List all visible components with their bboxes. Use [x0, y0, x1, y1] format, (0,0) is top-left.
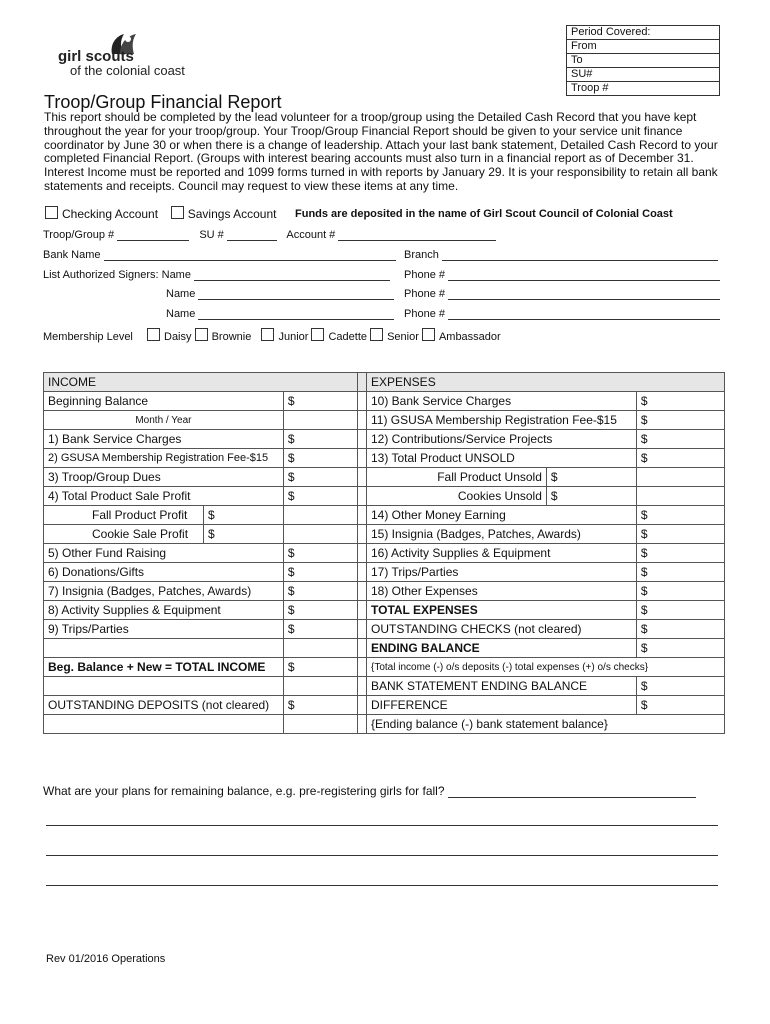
income-5-label: 5) Other Fund Raising [44, 544, 284, 563]
logo-text-line2: of the colonial coast [70, 63, 185, 78]
ending-balance-amount[interactable]: $ [636, 639, 724, 658]
expense-17-amount[interactable]: $ [636, 563, 724, 582]
expense-13-label: 13) Total Product UNSOLD [367, 449, 637, 468]
outstanding-checks-label: OUTSTANDING CHECKS (not cleared) [367, 620, 637, 639]
difference-label: DIFFERENCE [367, 696, 637, 715]
expense-16-amount[interactable]: $ [636, 544, 724, 563]
signer2-label: Name [166, 288, 196, 300]
income-6-label: 6) Donations/Gifts [44, 563, 284, 582]
fall-profit-amount[interactable]: $ [203, 506, 283, 525]
income-7-label: 7) Insignia (Badges, Patches, Awards) [44, 582, 284, 601]
phone2-label: Phone # [404, 288, 445, 300]
outstanding-deposits-label: OUTSTANDING DEPOSITS (not cleared) [44, 696, 284, 715]
plans-answer-line-2[interactable] [46, 824, 718, 826]
income-4-amount[interactable]: $ [283, 487, 357, 506]
senior-label: Senior [387, 331, 419, 343]
outstanding-deposits-amount[interactable]: $ [283, 696, 357, 715]
income-9-label: 9) Trips/Parties [44, 620, 284, 639]
expense-14-amount[interactable]: $ [636, 506, 724, 525]
expense-10-label: 10) Bank Service Charges [367, 392, 637, 411]
savings-checkbox[interactable] [171, 206, 184, 219]
logo [54, 28, 214, 78]
su-label: SU # [199, 229, 224, 241]
su-field[interactable] [227, 229, 277, 241]
bank-ending-label: BANK STATEMENT ENDING BALANCE [367, 677, 637, 696]
expenses-header: EXPENSES [367, 373, 725, 392]
period-covered-label: Period Covered: [567, 26, 720, 40]
period-troop-field[interactable]: Troop # [567, 82, 720, 96]
expense-15-amount[interactable]: $ [636, 525, 724, 544]
cookie-profit-label: Cookie Sale Profit [44, 525, 204, 544]
junior-label: Junior [278, 331, 309, 343]
cookies-unsold-amount[interactable]: $ [546, 487, 636, 506]
total-expenses-label: TOTAL EXPENSES [367, 601, 637, 620]
phone1-field[interactable] [448, 269, 720, 281]
plans-answer-line-3[interactable] [46, 854, 718, 856]
plans-question: What are your plans for remaining balance, e.g. pre-registering girls for fall? [43, 784, 445, 798]
brownie-checkbox[interactable] [195, 328, 208, 341]
income-1-label: 1) Bank Service Charges [44, 430, 284, 449]
income-5-amount[interactable]: $ [283, 544, 357, 563]
income-3-label: 3) Troop/Group Dues [44, 468, 284, 487]
branch-field[interactable] [442, 249, 718, 261]
plans-answer-line-4[interactable] [46, 884, 718, 886]
total-income-label: Beg. Balance + New = TOTAL INCOME [44, 658, 284, 677]
total-expenses-amount[interactable]: $ [636, 601, 724, 620]
income-1-amount[interactable]: $ [283, 430, 357, 449]
bank-ending-amount[interactable]: $ [636, 677, 724, 696]
difference-formula: {Ending balance (-) bank statement balance} [367, 715, 725, 734]
brownie-label: Brownie [211, 331, 252, 343]
senior-checkbox[interactable] [370, 328, 383, 341]
difference-amount[interactable]: $ [636, 696, 724, 715]
income-2-label: 2) GSUSA Membership Registration Fee-$15 [44, 449, 284, 468]
ambassador-label: Ambassador [438, 331, 501, 343]
income-9-amount[interactable]: $ [283, 620, 357, 639]
expense-11-label: 11) GSUSA Membership Registration Fee-$15 [367, 411, 637, 430]
fall-unsold-label: Fall Product Unsold [367, 468, 547, 487]
expense-18-label: 18) Other Expenses [367, 582, 637, 601]
expense-12-label: 12) Contributions/Service Projects [367, 430, 637, 449]
membership-row [43, 328, 501, 343]
account-number-field[interactable] [338, 229, 496, 241]
page-title: Troop/Group Financial Report [44, 92, 282, 112]
bank-name-label: Bank Name [43, 249, 101, 261]
cookie-profit-amount[interactable]: $ [203, 525, 283, 544]
junior-checkbox[interactable] [261, 328, 274, 341]
phone3-field[interactable] [448, 308, 720, 320]
income-6-amount[interactable]: $ [283, 563, 357, 582]
troop-field[interactable] [117, 229, 189, 241]
income-header: INCOME [44, 373, 358, 392]
expense-15-label: 15) Insignia (Badges, Patches, Awards) [367, 525, 637, 544]
intro-paragraph: This report should be completed by the lead volunteer for a troop/group using the Detailed Cash Record that you have kept throughout the year for your troop/group. Your Troop/Group Financial Report should be given to your service unit finance coordinator by June 30 or when there is a change of leadership. Attach your last bank statement, Detailed Cash Record to your completed Financial Report. (Groups with interest bearing accounts must also turn in a financial report as of December 31. Interest Income must be reported and 1099 forms turned in with reports by January 29. It is your responsibility to retain all bank statements and receipts. Council may request to view these items at any time. [44, 110, 718, 193]
income-8-amount[interactable]: $ [283, 601, 357, 620]
daisy-label: Daisy [164, 331, 192, 343]
signer3-name-field[interactable] [198, 308, 394, 320]
funds-note: Funds are deposited in the name of Girl Scout Council of Colonial Coast [295, 208, 673, 220]
expense-12-amount[interactable]: $ [636, 430, 724, 449]
ending-balance-label: ENDING BALANCE [367, 639, 637, 658]
signer1-name-field[interactable] [194, 269, 390, 281]
expense-17-label: 17) Trips/Parties [367, 563, 637, 582]
savings-label: Savings Account [187, 207, 277, 221]
period-to-field[interactable]: To [567, 54, 720, 68]
month-year-label: Month / Year [44, 411, 284, 430]
expense-16-label: 16) Activity Supplies & Equipment [367, 544, 637, 563]
signers-label: List Authorized Signers: Name [43, 269, 191, 281]
income-4-label: 4) Total Product Sale Profit [44, 487, 284, 506]
plans-answer-line-1[interactable] [448, 786, 696, 798]
phone3-label: Phone # [404, 308, 445, 320]
bank-name-field[interactable] [104, 249, 396, 261]
beginning-balance-label: Beginning Balance [44, 392, 284, 411]
phone1-label: Phone # [404, 269, 445, 281]
signer2-name-field[interactable] [198, 288, 394, 300]
period-covered-box [566, 25, 720, 96]
phone2-field[interactable] [448, 288, 720, 300]
account-type-row [45, 206, 276, 221]
period-su-field[interactable]: SU# [567, 68, 720, 82]
daisy-checkbox[interactable] [147, 328, 160, 341]
total-income-amount[interactable]: $ [283, 658, 357, 677]
branch-label: Branch [404, 249, 439, 261]
financial-table [43, 372, 725, 734]
account-number-label: Account # [286, 229, 336, 241]
fall-unsold-amount[interactable]: $ [546, 468, 636, 487]
troop-label: Troop/Group # [43, 229, 115, 241]
signer3-label: Name [166, 308, 196, 320]
expense-14-label: 14) Other Money Earning [367, 506, 637, 525]
income-2-amount[interactable]: $ [283, 449, 357, 468]
checking-label: Checking Account [62, 207, 159, 221]
income-8-label: 8) Activity Supplies & Equipment [44, 601, 284, 620]
ending-balance-formula: {Total income (-) o/s deposits (-) total expenses (+) o/s checks} [367, 658, 725, 677]
revision-footer: Rev 01/2016 Operations [46, 953, 166, 965]
ambassador-checkbox[interactable] [422, 328, 435, 341]
period-from-field[interactable]: From [567, 40, 720, 54]
income-7-amount[interactable]: $ [283, 582, 357, 601]
cadette-checkbox[interactable] [311, 328, 324, 341]
expense-18-amount[interactable]: $ [636, 582, 724, 601]
income-3-amount[interactable]: $ [283, 468, 357, 487]
expense-10-amount[interactable]: $ [636, 392, 724, 411]
expense-13-amount[interactable]: $ [636, 449, 724, 468]
outstanding-checks-amount[interactable]: $ [636, 620, 724, 639]
checking-checkbox[interactable] [45, 206, 58, 219]
expense-11-amount[interactable]: $ [636, 411, 724, 430]
cookies-unsold-label: Cookies Unsold [367, 487, 547, 506]
fall-profit-label: Fall Product Profit [44, 506, 204, 525]
cadette-label: Cadette [328, 331, 368, 343]
membership-label: Membership Level [43, 331, 133, 343]
logo-text-line1: girl scouts [58, 48, 134, 65]
beginning-balance-amount[interactable]: $ [283, 392, 357, 411]
